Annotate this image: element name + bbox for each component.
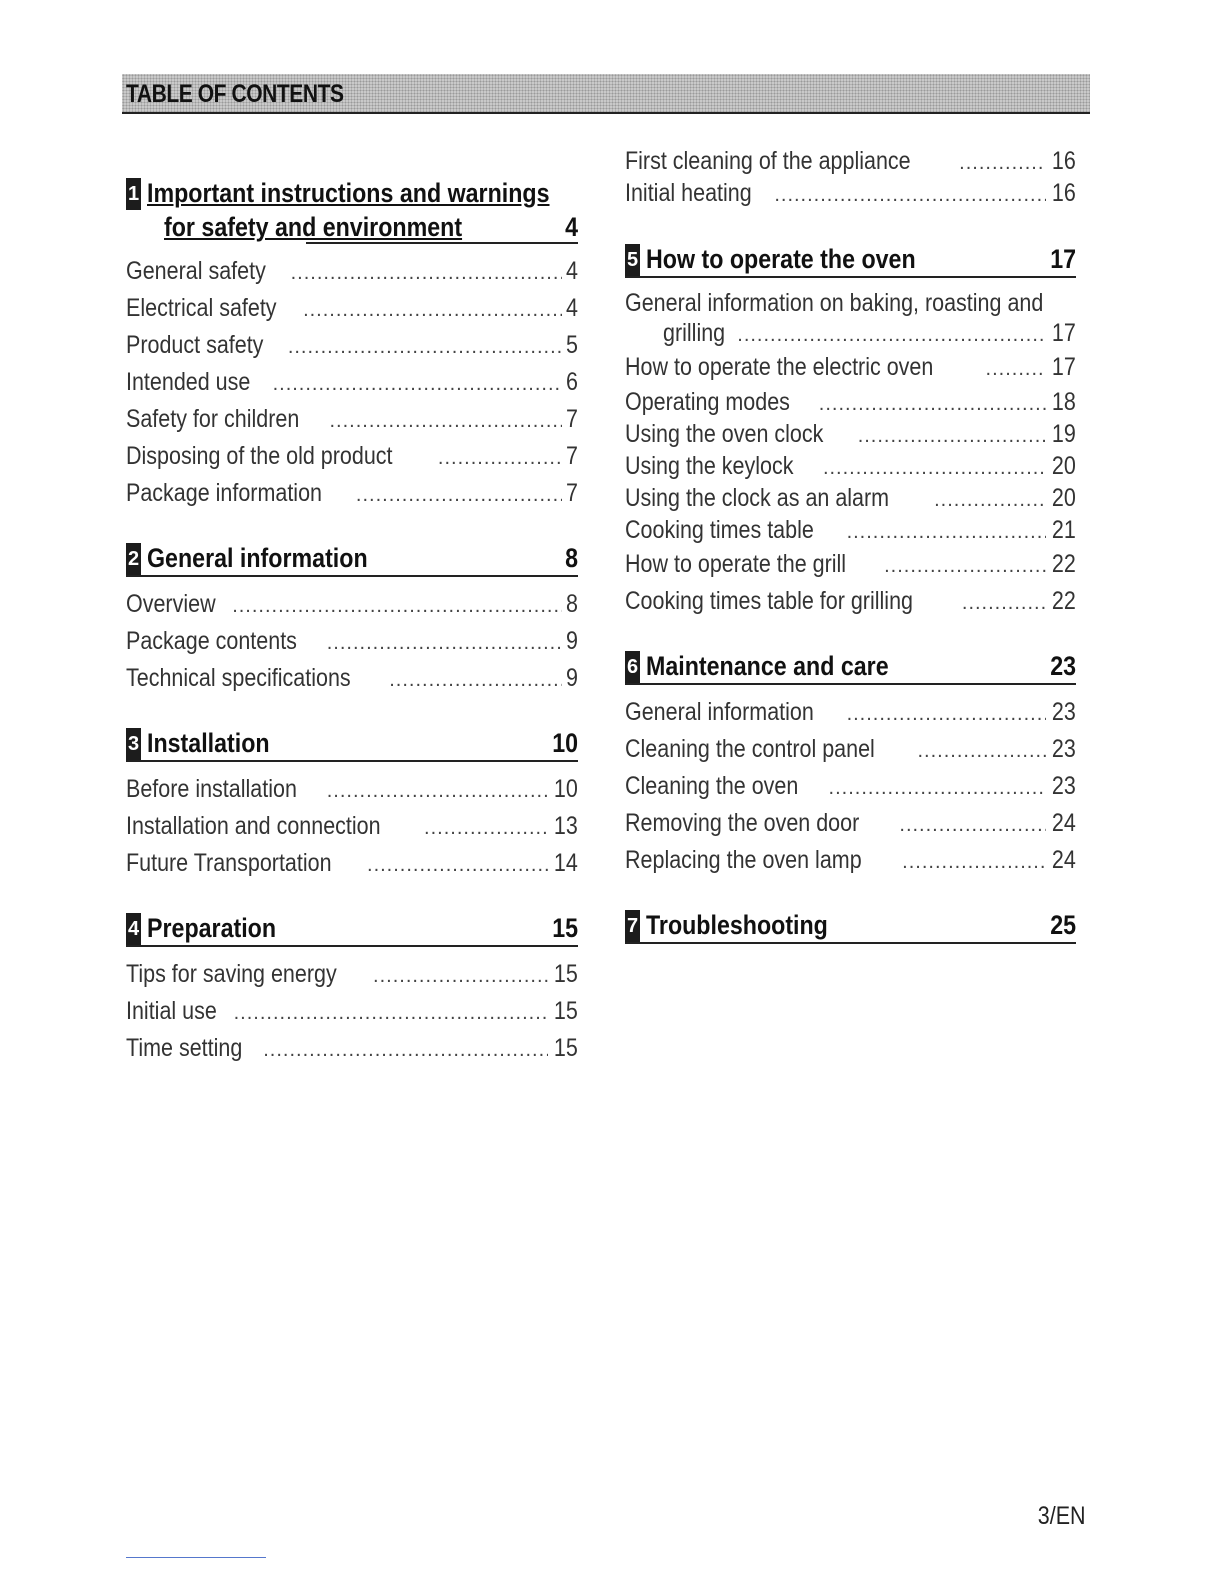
entry-page: 5 xyxy=(566,331,578,359)
entry-label: Using the keylock xyxy=(625,452,794,480)
section-number-badge: 2 xyxy=(126,543,141,575)
entry-page: 9 xyxy=(566,664,578,692)
entry-label: Cooking times table xyxy=(625,516,814,544)
entry-label: How to operate the grill xyxy=(625,550,847,578)
toc-section-1 xyxy=(126,176,578,513)
dot-leader xyxy=(847,517,1047,547)
entry-label: Using the clock as an alarm xyxy=(625,484,890,512)
entry-page: 18 xyxy=(1052,388,1076,416)
toc-entry[interactable] xyxy=(625,695,1076,732)
section-heading[interactable] xyxy=(625,649,1076,685)
entry-page: 7 xyxy=(566,405,578,433)
entry-page: 23 xyxy=(1052,735,1076,763)
dot-leader xyxy=(917,734,1046,769)
entry-label-continued: grilling xyxy=(663,319,726,347)
entry-label: Cooking times table for grilling xyxy=(625,587,914,615)
dot-leader xyxy=(424,811,548,846)
section-title: Maintenance and care xyxy=(646,651,889,681)
section-title: Installation xyxy=(147,728,270,758)
dot-leader xyxy=(356,478,562,513)
entry-page: 22 xyxy=(1052,587,1076,615)
entry-label: Overview xyxy=(126,590,216,618)
dot-leader xyxy=(959,148,1046,178)
toc-entry[interactable] xyxy=(625,178,1076,210)
toc-entry[interactable] xyxy=(625,843,1076,880)
toc-left-column xyxy=(126,146,578,1068)
entry-page: 8 xyxy=(566,590,578,618)
section-page-number: 4 xyxy=(565,212,578,242)
entry-label: Initial heating xyxy=(625,179,752,207)
toc-entry[interactable] xyxy=(625,419,1076,451)
dot-leader xyxy=(373,959,548,994)
dot-leader xyxy=(902,845,1046,880)
toc-entry[interactable] xyxy=(625,769,1076,806)
entry-page: 15 xyxy=(554,997,578,1025)
dot-leader xyxy=(438,441,562,476)
toc-entry[interactable] xyxy=(625,288,1076,350)
entry-page: 4 xyxy=(566,257,578,285)
entry-label: First cleaning of the appliance xyxy=(625,147,911,175)
entry-label: Installation and connection xyxy=(126,812,381,840)
entry-page: 15 xyxy=(554,960,578,988)
section-heading[interactable] xyxy=(126,726,578,762)
dot-leader xyxy=(303,293,562,328)
entry-page: 7 xyxy=(566,442,578,470)
entry-label: Disposing of the old product xyxy=(126,442,393,470)
toc-entry[interactable] xyxy=(126,624,578,661)
toc-section-3 xyxy=(126,726,578,883)
entry-page: 22 xyxy=(1052,550,1076,578)
entry-page: 20 xyxy=(1052,452,1076,480)
entry-page: 24 xyxy=(1052,809,1076,837)
entry-page: 7 xyxy=(566,479,578,507)
section-title[interactable]: Important instructions and warnings xyxy=(147,178,550,208)
toc-entry[interactable] xyxy=(126,328,578,365)
entry-label: Time setting xyxy=(126,1034,243,1062)
section-page-number: 17 xyxy=(1050,244,1076,274)
section-title: Preparation xyxy=(147,913,277,943)
toc-entry[interactable] xyxy=(126,957,578,994)
entry-page: 14 xyxy=(554,849,578,877)
entry-page: 9 xyxy=(566,627,578,655)
entry-label: Initial use xyxy=(126,997,217,1025)
entry-label: Safety for children xyxy=(126,405,300,433)
toc-entry[interactable] xyxy=(126,846,578,883)
section-number-badge: 5 xyxy=(625,244,640,276)
section-page-number: 23 xyxy=(1050,651,1076,681)
toc-entry[interactable] xyxy=(126,254,578,291)
section-title: How to operate the oven xyxy=(646,244,916,274)
toc-entry[interactable] xyxy=(126,994,578,1031)
toc-entry[interactable] xyxy=(126,1031,578,1068)
dot-leader xyxy=(232,589,562,624)
toc-entry[interactable] xyxy=(625,483,1076,515)
toc-entry[interactable] xyxy=(126,291,578,328)
dot-leader xyxy=(829,771,1047,806)
toc-section-6 xyxy=(625,649,1076,880)
toc-entry[interactable] xyxy=(126,439,578,476)
toc-entry[interactable] xyxy=(126,772,578,809)
entry-page: 20 xyxy=(1052,484,1076,512)
page-title: TABLE OF CONTENTS xyxy=(126,80,344,108)
toc-entry[interactable] xyxy=(625,584,1076,621)
section-title: Troubleshooting xyxy=(646,910,828,940)
toc-entry[interactable] xyxy=(126,587,578,624)
dot-leader xyxy=(737,320,1046,350)
toc-section-5 xyxy=(625,242,1076,621)
section-number-badge: 7 xyxy=(625,910,640,942)
toc-entry[interactable] xyxy=(625,451,1076,483)
entry-page: 24 xyxy=(1052,846,1076,874)
section-heading[interactable] xyxy=(625,242,1076,278)
entry-label: Cleaning the oven xyxy=(625,772,799,800)
toc-section-2 xyxy=(126,541,578,698)
toc-entry[interactable] xyxy=(625,350,1076,387)
dot-leader xyxy=(934,485,1046,515)
toc-section-4 xyxy=(126,911,578,1068)
entry-page: 23 xyxy=(1052,772,1076,800)
dot-leader xyxy=(327,774,548,809)
section-heading[interactable] xyxy=(625,908,1076,944)
entry-page: 6 xyxy=(566,368,578,396)
entry-page: 16 xyxy=(1052,179,1076,207)
entry-label: Product safety xyxy=(126,331,264,359)
toc-right-column xyxy=(625,146,1076,944)
dot-leader xyxy=(288,330,562,365)
entry-label: General information on baking, roasting and xyxy=(625,289,1044,317)
entry-label: General information xyxy=(625,698,814,726)
entry-page: 16 xyxy=(1052,147,1076,175)
section-page-number: 10 xyxy=(552,728,578,758)
dot-leader xyxy=(774,180,1046,210)
entry-label: Intended use xyxy=(126,368,251,396)
dot-leader xyxy=(858,421,1047,451)
entry-page: 17 xyxy=(1052,319,1076,347)
dot-leader xyxy=(899,808,1046,843)
dot-leader xyxy=(327,626,562,661)
entry-label: Package contents xyxy=(126,627,297,655)
section-number-badge: 4 xyxy=(126,913,141,945)
toc-entry[interactable] xyxy=(625,515,1076,547)
section-page-number: 8 xyxy=(565,543,578,573)
entry-page: 21 xyxy=(1052,516,1076,544)
entry-page: 4 xyxy=(566,294,578,322)
dot-leader xyxy=(330,404,563,439)
entry-label: Future Transportation xyxy=(126,849,332,877)
toc-section-7 xyxy=(625,908,1076,944)
toc-entry[interactable] xyxy=(126,402,578,439)
toc-entry[interactable] xyxy=(625,547,1076,584)
toc-entry[interactable] xyxy=(126,365,578,402)
entry-label: Electrical safety xyxy=(126,294,277,322)
dot-leader xyxy=(986,352,1047,387)
toc-section-4-continued xyxy=(625,146,1076,210)
section-title-line2[interactable]: for safety and environment xyxy=(164,212,463,242)
entry-label: Replacing the oven lamp xyxy=(625,846,862,874)
dot-leader xyxy=(819,389,1046,419)
toc-entry[interactable] xyxy=(625,146,1076,178)
section-title-row xyxy=(126,210,578,244)
entry-page: 17 xyxy=(1052,353,1076,381)
dot-leader xyxy=(234,996,549,1031)
section-heading[interactable] xyxy=(126,541,578,577)
toc-entry[interactable] xyxy=(625,806,1076,843)
dot-leader xyxy=(367,848,548,883)
entry-label: Package information xyxy=(126,479,322,507)
entry-page: 15 xyxy=(554,1034,578,1062)
dot-leader xyxy=(291,256,563,291)
entry-label: How to operate the electric oven xyxy=(625,353,934,381)
section-number-badge: 1 xyxy=(126,178,141,210)
dot-leader xyxy=(389,663,562,698)
dot-leader xyxy=(884,549,1046,584)
dot-leader xyxy=(263,1033,548,1068)
entry-label: Technical specifications xyxy=(126,664,351,692)
dot-leader xyxy=(847,697,1047,732)
entry-label: Tips for saving energy xyxy=(126,960,337,988)
toc-entry[interactable] xyxy=(625,387,1076,419)
section-page-number: 25 xyxy=(1050,910,1076,940)
entry-page: 13 xyxy=(554,812,578,840)
entry-label: Operating modes xyxy=(625,388,790,416)
entry-label: General safety xyxy=(126,257,266,285)
footer-divider xyxy=(126,1557,266,1558)
section-title: General information xyxy=(147,543,368,573)
dot-leader xyxy=(823,453,1046,483)
entry-label: Using the oven clock xyxy=(625,420,824,448)
entry-label: Cleaning the control panel xyxy=(625,735,875,763)
entry-page: 10 xyxy=(554,775,578,803)
entry-label: Removing the oven door xyxy=(625,809,860,837)
section-heading[interactable] xyxy=(126,911,578,947)
entry-label: Before installation xyxy=(126,775,297,803)
dot-leader xyxy=(273,367,563,402)
entry-page: 23 xyxy=(1052,698,1076,726)
toc-header-bar xyxy=(122,74,1090,114)
page-number-footer: 3/EN xyxy=(1038,1502,1086,1530)
section-number-badge: 6 xyxy=(625,651,640,683)
dot-leader xyxy=(962,586,1046,621)
entry-page: 19 xyxy=(1052,420,1076,448)
section-page-number: 15 xyxy=(552,913,578,943)
toc-entry[interactable] xyxy=(625,732,1076,769)
toc-entry[interactable] xyxy=(126,661,578,698)
section-number-badge: 3 xyxy=(126,728,141,760)
toc-entry[interactable] xyxy=(126,809,578,846)
toc-entry[interactable] xyxy=(126,476,578,513)
